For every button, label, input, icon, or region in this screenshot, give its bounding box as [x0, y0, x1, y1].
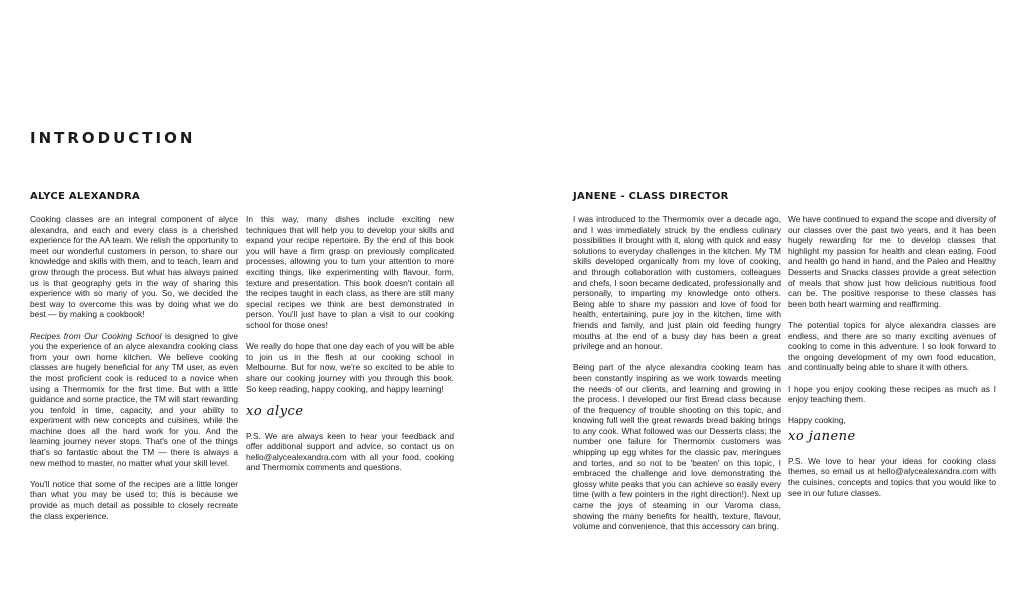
page-title: INTRODUCTION — [30, 129, 196, 147]
paragraph: Happy cooking, — [788, 415, 846, 426]
paragraph: The potential topics for alyce alexandra classes are endless, and there are so many exciting avenues of cooking to come in this adventure. I so look forward to the ongoing development of my own food education, and continually being able to share it with others. — [788, 319, 996, 373]
paragraph-text: is designed to give you the experience of an alyce alexandra cooking class from your own home kitchen. We believe cooking classes are hugely beneficial for any TM user, as even the most proficient cook is reduced to a novice when using a Thermomix for the first time. But with a little guidance and some practice, the TM will start rewarding you tenfold in time, capacity, and your ability to experiment with new concepts and cuisines, while the machine does all the hard work for you. And the learning journey never stops. That's one of the things that's so fantastic about the TM — there is always a new method to master, no matter what your skill level. — [30, 330, 238, 468]
paragraph: P.S. We love to hear your ideas for cooking class themes, so email us at hello@alycealexandra.com with the cuisines, concepts and topics that you would like to see in our future classes. — [788, 455, 996, 498]
paragraph: We really do hope that one day each of you will be able to join us in the flesh at our cooking school in Melbourne. But for now, we're so excited to be able to share our cooking journey with you through this book. So keep reading, happy cooking, and happy learning! — [246, 341, 454, 394]
text-column-2 — [246, 214, 454, 484]
paragraph: In this way, many dishes include exciting new techniques that will help you to develop your skills and expand your recipe repertoire. By the end of this book you will have a firm grasp on previously complicated processes, allowing you to turn your attention to more exciting things, like experimenting with flavour, form, texture and presentation. This book doesn't contain all the recipes taught in each class, as there are still many special recipes we think are best demonstrated in person. You'll just have to plan a visit to our cooking school for those ones! — [246, 214, 454, 330]
paragraph: P.S. We are always keen to hear your feedback and offer additional support and advice, so contact us on hello@alycealexandra.com with all your food, cooking and Thermomix comments and questions. — [246, 430, 454, 473]
text-column-4 — [788, 214, 996, 509]
paragraph: Cooking classes are an integral component of alyce alexandra, and each and every class is a cherished experience for the AA team. We relish the opportunity to meet our wonderful customers in person, to share our knowledge and skills with them, and to teach, learn and grow through the process. But what has always pained us is that geography gets in the way of sharing this experience with so many of you. So, we decided the best way to overcome this was by doing what we do best — by making a cookbook! — [30, 214, 238, 320]
signature-janene: xo janene — [788, 428, 856, 444]
text-column-3 — [573, 214, 781, 542]
text-column-1 — [30, 214, 238, 532]
signature-alyce: xo alyce — [246, 403, 304, 419]
book-title: Recipes from Our Cooking School — [30, 330, 162, 341]
paragraph: Being part of the alyce alexandra cooking team has been constantly inspiring as we work towards meeting the needs of our clients, and learning and growing in the process. I developed our first Bread class because of the frequency of trouble shooting on this topic, and knowing full well the great rewards bread baking brings to any cook. What followed was our Desserts class; the number one failure for Thermomix customers was whipping up egg whites for the classic pav, meringues and tortes, and so not to be 'beaten' on this topic, I embraced the challenge and love demonstrating the glossy white peaks that you can achieve so easily every time (with a few pointers in the right direction!). Next up came the joys of steaming in our Varoma class, showing the many benefits for health, texture, flavour, volume and convenience, that this accessory can bring. — [573, 362, 781, 532]
paragraph: We have continued to expand the scope and diversity of our classes over the past two years, and it has been hugely rewarding for me to develop classes that highlight my passion for health and clean eating. Food and health go hand in hand, and the Paleo and Healthy Desserts and Snacks classes provide a great selection of meals that show just how delicious nutritious food can be. The positive response to these classes has been both heart warming and reaffirming. — [788, 214, 996, 309]
paragraph — [30, 331, 238, 469]
paragraph: I hope you enjoy cooking these recipes as much as I enjoy teaching them. — [788, 383, 996, 405]
author-heading-alyce: ALYCE ALEXANDRA — [30, 191, 141, 202]
author-heading-janene: JANENE - CLASS DIRECTOR — [573, 191, 729, 202]
paragraph: You'll notice that some of the recipes are a little longer than what you may be used to; this is because we provide as much detail as possible to closely recreate the class experience. — [30, 478, 238, 521]
paragraph: I was introduced to the Thermomix over a decade ago, and I was immediately struck by the endless culinary possibilities it brought with it, along with quick and easy solutions to everyday challenges in the kitchen. My TM skills developed organically from my love of cooking, and through collaboration with customers, colleagues and chefs, I soon became dedicated, professionally and personally, to imparting my knowledge onto others. Being able to share my passion and love of food for health, entertaining, pure joy in the kitchen, time with friends and family, and just plain old feeding hungry mouths at the end of a busy day has been a great privilege and an honour. — [573, 214, 781, 352]
